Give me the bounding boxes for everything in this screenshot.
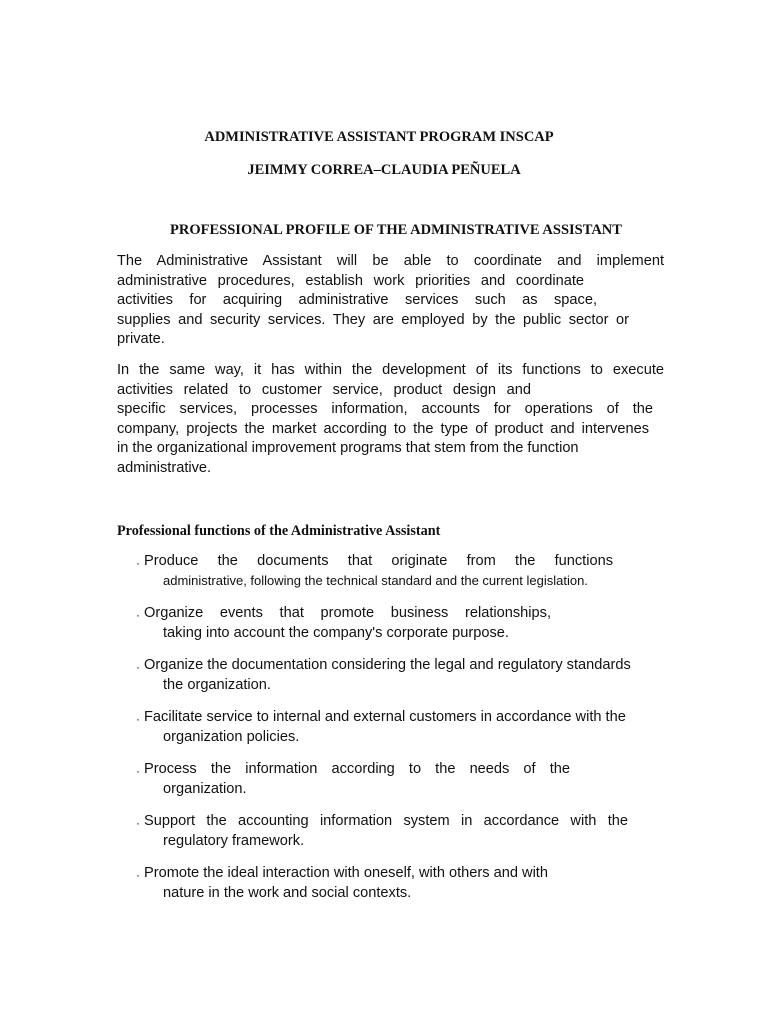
- function-line-1: Organize the documentation considering the legal and regulatory standards: [144, 657, 631, 673]
- bullet-icon: ·: [136, 556, 140, 570]
- function-line-2: organization policies.: [163, 729, 300, 745]
- bullet-icon: ·: [136, 660, 140, 674]
- authors-line: JEIMMY CORREA–CLAUDIA PEÑUELA: [247, 162, 521, 178]
- function-line-2: taking into account the company's corporate purpose.: [163, 625, 509, 641]
- function-item: [136, 551, 666, 603]
- function-line-1: Organize events that promote business relationships,: [144, 605, 551, 621]
- function-line-2: regulatory framework.: [163, 833, 305, 849]
- function-item: [136, 811, 666, 863]
- paragraph-line: in the organizational improvement programs that stem from the function: [117, 440, 579, 457]
- paragraph-line: administrative.: [117, 459, 212, 476]
- bullet-icon: ·: [136, 868, 140, 882]
- functions-list: [136, 551, 666, 915]
- function-line-1: Process the information according to the needs of the: [144, 761, 570, 777]
- function-line-1: Produce the documents that originate from the functions: [144, 553, 613, 569]
- paragraph-line: In the same way, it has within the development of its functions to execute: [117, 362, 664, 378]
- paragraph-line: supplies and security services. They are employed by the public sector or: [117, 311, 629, 328]
- bullet-icon: ·: [136, 608, 140, 622]
- function-line-2: administrative, following the technical standard and the current legislation.: [163, 573, 588, 588]
- paragraph-line: specific services, processes information, accounts for operations of the: [117, 401, 653, 418]
- profile-paragraph-1: [117, 252, 664, 350]
- function-line-1: Support the accounting information system in accordance with the: [144, 813, 628, 829]
- paragraph-line: The Administrative Assistant will be able to coordinate and implement: [117, 253, 664, 269]
- section-title: PROFESSIONAL PROFILE OF THE ADMINISTRATIVE ASSISTANT: [170, 222, 622, 238]
- paragraph-line: private.: [117, 331, 165, 348]
- function-line-2: nature in the work and social contexts.: [163, 885, 412, 901]
- bullet-icon: ·: [136, 764, 140, 778]
- function-item: [136, 863, 666, 915]
- profile-paragraph-2: [117, 361, 664, 479]
- function-item: [136, 759, 666, 811]
- program-title: ADMINISTRATIVE ASSISTANT PROGRAM INSCAP: [204, 129, 554, 145]
- paragraph-line: activities for acquiring administrative services such as space,: [117, 292, 597, 309]
- bullet-icon: ·: [136, 816, 140, 830]
- function-item: [136, 655, 666, 707]
- functions-heading: Professional functions of the Administrative Assistant: [117, 523, 441, 539]
- bullet-icon: ·: [136, 712, 140, 726]
- function-line-2: the organization.: [163, 677, 271, 693]
- function-line-2: organization.: [163, 781, 247, 797]
- paragraph-line: administrative procedures, establish work priorities and coordinate: [117, 272, 584, 289]
- function-line-1: Promote the ideal interaction with oneself, with others and with: [144, 865, 548, 881]
- function-line-1: Facilitate service to internal and external customers in accordance with the: [144, 709, 626, 725]
- function-item: [136, 707, 666, 759]
- paragraph-line: company, projects the market according to the type of product and intervenes: [117, 420, 649, 437]
- paragraph-line: activities related to customer service, product design and: [117, 381, 531, 398]
- function-item: [136, 603, 666, 655]
